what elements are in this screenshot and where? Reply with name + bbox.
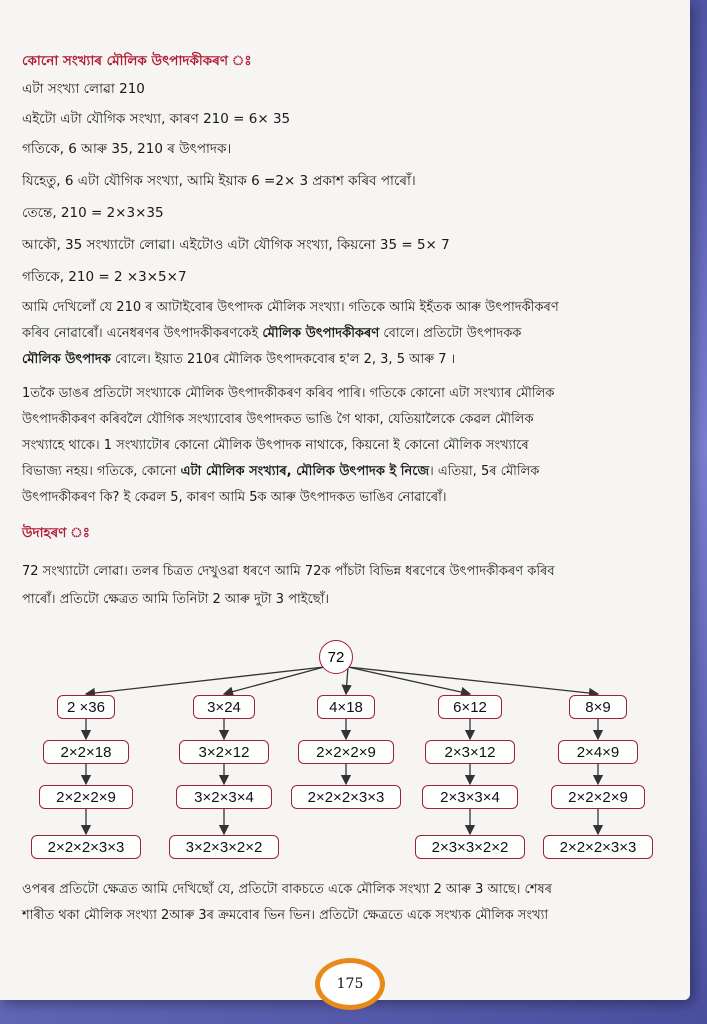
factor-node: 6×12 (438, 695, 502, 719)
factor-node: 2×3×12 (425, 740, 515, 764)
tree-arrow (346, 667, 348, 694)
factor-node: 2×3×3×2×2 (415, 835, 525, 859)
factor-node: 4×18 (317, 695, 375, 719)
text-line: এটা সংখ্যা লোৱা 210 (22, 81, 145, 97)
text-line: যিহেতু, 6 এটা যৌগিক সংখ্যা, আমি ইয়াক 6 =2× 3 প্ৰকাশ কৰিব পাৰোঁ। (22, 173, 416, 189)
factor-node: 2×2×2×3×3 (291, 785, 401, 809)
paragraph-line: উৎপাদকীকৰণ কি? ই কেৱল 5, কাৰণ আমি 5ক আৰু উৎপাদকত ভাঙিব নোৱাৰোঁ। (22, 490, 447, 505)
factor-node: 3×2×3×2×2 (169, 835, 279, 859)
paragraph-line: আমি দেখিলোঁ যে 210 ৰ আটাইবোৰ উৎপাদক মৌলিক সংখ্যা। গতিকে আমি ইহঁতক আৰু উৎপাদকীকৰণ (22, 300, 559, 315)
factor-node: 2×2×2×3×3 (543, 835, 653, 859)
factor-node: 8×9 (569, 695, 627, 719)
factor-node: 2×2×2×9 (39, 785, 133, 809)
factor-node: 2×3×3×4 (422, 785, 518, 809)
paragraph-line: পাৰোঁ। প্ৰতিটো ক্ষেত্ৰত আমি তিনিটা 2 আৰু দুটা 3 পাইছোঁ। (22, 592, 330, 607)
paragraph-line: শাৰীত থকা মৌলিক সংখ্যা 2আৰু 3ৰ ক্ৰমবোৰ ভিন ভিন। প্ৰতিটো ক্ষেত্ৰতে একে সংখ্যক মৌলিক সংখ্যা (22, 908, 549, 923)
factor-node: 2×2×18 (43, 740, 129, 764)
factor-node: 2×2×2×9 (551, 785, 645, 809)
tree-root-node: 72 (319, 640, 353, 674)
text-span: । এতিয়া, 5ৰ মৌলিক (429, 464, 540, 479)
text-span: বোলে। প্ৰতিটো উৎপাদকক (379, 326, 522, 341)
text-span: কৰিব নোৱাৰোঁ। এনেধৰণৰ উৎপাদকীকৰণকেই (22, 326, 263, 341)
tree-arrow (348, 667, 598, 694)
text-line: এইটো এটা যৌগিক সংখ্যা, কাৰণ 210 = 6× 35 (22, 111, 291, 127)
paragraph-line: 1তকৈ ডাঙৰ প্ৰতিটো সংখ্যাকে মৌলিক উৎপাদকীকৰণ কৰিব পাৰি। গতিকে কোনো এটা সংখ্যাৰ মৌলিক (22, 386, 555, 401)
factor-tree-diagram (0, 640, 690, 865)
factor-node: 3×24 (193, 695, 255, 719)
factor-node: 2×2×2×3×3 (31, 835, 141, 859)
example-heading: উদাহৰণ ঃ (22, 525, 90, 541)
text-line: গতিকে, 6 আৰু 35, 210 ৰ উৎপাদক। (22, 141, 232, 157)
term-bold: এটা মৌলিক সংখ্যাৰ, মৌলিক উৎপাদক ই নিজে (180, 464, 430, 479)
section-heading: কোনো সংখ্যাৰ মৌলিক উৎপাদকীকৰণ ঃ (22, 53, 252, 69)
paragraph-line: সংখ্যাহে থাকে। 1 সংখ্যাটোৰ কোনো মৌলিক উৎপাদক নাথাকে, কিয়নো ই কোনো মৌলিক সংখ্যাৰে (22, 438, 529, 453)
term-bold: মৌলিক উৎপাদক (22, 352, 111, 367)
page-number: 175 (315, 958, 385, 1010)
term-bold: মৌলিক উৎপাদকীকৰণ (262, 326, 380, 341)
text-line: তেন্তে, 210 = 2×3×35 (22, 205, 164, 221)
factor-node: 2×4×9 (558, 740, 638, 764)
factor-node: 2 ×36 (57, 695, 115, 719)
paragraph-line: ওপৰৰ প্ৰতিটো ক্ষেত্ৰত আমি দেখিছোঁ যে, প্ৰতিটো বাকচতে একে মৌলিক সংখ্যা 2 আৰু 3 আছে। শেষৰ (22, 882, 553, 897)
text-line: গতিকে, 210 = 2 ×3×5×7 (22, 269, 187, 285)
paragraph-line (22, 462, 539, 483)
paragraph-line: 72 সংখ্যাটো লোৱা। তলৰ চিত্ৰত দেখুওৱা ধৰণে আমি 72ক পাঁচটা বিভিন্ন ধৰণেৰে উৎপাদকীকৰণ কৰিব (22, 564, 555, 579)
tree-arrow (348, 667, 470, 694)
tree-arrow (224, 667, 324, 694)
tree-arrow (86, 667, 324, 694)
text-span: বোলে। ইয়াত 210ৰ মৌলিক উৎপাদকবোৰ হ'ল 2, 3, 5 আৰু 7 । (110, 352, 456, 367)
paragraph-line: উৎপাদকীকৰণ কৰিবলৈ যৌগিক সংখ্যাবোৰ উৎপাদকত ভাঙি গৈ থাকা, যেতিয়ালৈকে কেৱল মৌলিক (22, 412, 534, 427)
text-span: বিভাজ্য নহয়। গতিকে, কোনো (22, 464, 181, 479)
factor-node: 3×2×12 (179, 740, 269, 764)
paragraph-line (22, 350, 455, 371)
factor-node: 2×2×2×9 (298, 740, 394, 764)
paragraph-line (22, 324, 521, 345)
factor-node: 3×2×3×4 (176, 785, 272, 809)
text-line: আকৌ, 35 সংখ্যাটো লোৱা। এইটোও এটা যৌগিক সংখ্যা, কিয়নো 35 = 5× 7 (22, 237, 450, 253)
